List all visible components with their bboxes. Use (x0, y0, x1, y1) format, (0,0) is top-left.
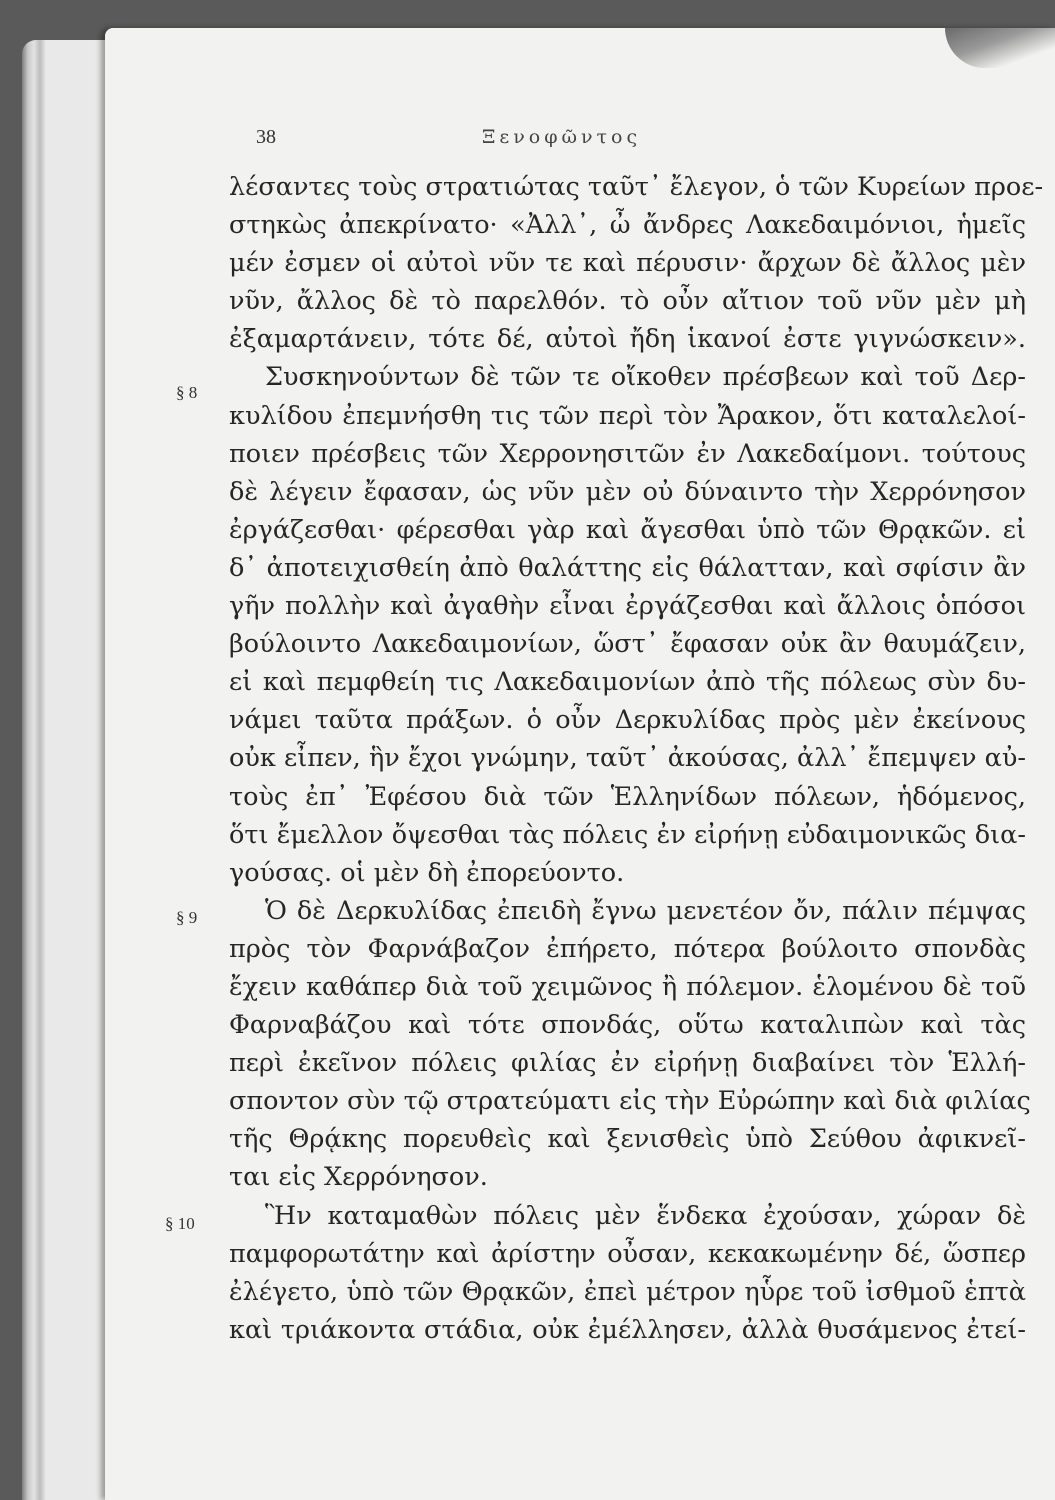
text-line: ποιεν πρέσβεις τῶν Χερρονησιτῶν ἐν Λακεδαίμονι. τούτους (229, 438, 1026, 469)
text-line: Φαρναβάζου καὶ τότε σπονδάς, οὕτω καταλιπὼν καὶ τὰς (229, 1010, 1026, 1041)
page-number: 38 (256, 126, 276, 148)
running-head (0, 126, 1055, 156)
text-line: δὲ λέγειν ἔφασαν, ὡς νῦν μὲν οὐ δύναιντο τὴν Χερρόνησον (229, 476, 1026, 507)
text-line: λέσαντες τοὺς στρατιώτας ταῦτ᾽ ἔλεγον, ὁ τῶν Κυρείων προε- (229, 172, 1044, 202)
text-line: Ὁ δὲ Δερκυλίδας ἐπειδὴ ἔγνω μενετέον ὄν, πάλιν πέμψας (265, 895, 1026, 926)
text-line: ἐργάζεσθαι· φέρεσθαι γὰρ καὶ ἄγεσθαι ὑπὸ τῶν Θρᾳκῶν. εἰ (229, 514, 1026, 545)
text-line: οὐκ εἶπεν, ἣν ἔχοι γνώμην, ταῦτ᾽ ἀκούσας, ἀλλ᾽ ἔπεμψεν αὐ- (229, 743, 1026, 774)
text-line: ἔχειν καθάπερ διὰ τοῦ χειμῶνος ἢ πόλεμον. ἑλομένου δὲ τοῦ (229, 971, 1026, 1002)
text-line: καὶ τριάκοντα στάδια, οὐκ ἐμέλλησεν, ἀλλὰ θυσάμενος ἐτεί- (229, 1314, 1026, 1345)
text-line: ἐξαμαρτάνειν, τότε δέ, αὐτοὶ ἤδη ἱκανοί ἐστε γιγνώσκειν». (229, 324, 1026, 355)
text-line: Συσκηνούντων δὲ τῶν τε οἴκοθεν πρέσβεων καὶ τοῦ Δερ- (265, 362, 1026, 393)
text-line: μέν ἐσμεν οἱ αὐτοὶ νῦν τε καὶ πέρυσιν· ἄρχων δὲ ἄλλος μὲν (229, 248, 1026, 279)
text-line: τῆς Θρᾴκης πορευθεὶς καὶ ξενισθεὶς ὑπὸ Σεύθου ἀφικνεῖ- (229, 1124, 1026, 1155)
text-line: σποντον σὺν τῷ στρατεύματι εἰς τὴν Εὐρώπην καὶ διὰ φιλίας (229, 1086, 1031, 1117)
text-line: τοὺς ἐπ᾽ Ἐφέσου διὰ τῶν Ἑλληνίδων πόλεων, ἡδόμενος, (229, 781, 1026, 812)
running-title: Ξενοφῶντος (482, 126, 642, 148)
text-line: περὶ ἐκεῖνον πόλεις φιλίας ἐν εἰρήνῃ διαβαίνει τὸν Ἑλλή- (229, 1048, 1026, 1079)
text-line: νῦν, ἄλλος δὲ τὸ παρελθόν. τὸ οὖν αἴτιον τοῦ νῦν μὲν μὴ (229, 286, 1026, 317)
text-line: ὅτι ἔμελλον ὄψεσθαι τὰς πόλεις ἐν εἰρήνῃ εὐδαιμονικῶς δια- (229, 819, 1026, 850)
text-line: ται εἰς Χερρόνησον. (229, 1162, 488, 1193)
text-line: στηκὼς ἀπεκρίνατο· «Ἀλλ᾽, ὦ ἄνδρες Λακεδαιμόνιοι, ἡμεῖς (229, 210, 1026, 241)
section-mark-9: § 9 (176, 908, 198, 927)
body-text (229, 168, 1044, 1349)
text-line: νάμει ταῦτα πράξων. ὁ οὖν Δερκυλίδας πρὸς μὲν ἐκείνους (229, 705, 1026, 736)
text-line: βούλοιντο Λακεδαιμονίων, ὥστ᾽ ἔφασαν οὐκ ἂν θαυμάζειν, (229, 629, 1026, 660)
text-line: κυλίδου ἐπεμνήσθη τις τῶν περὶ τὸν Ἄρακον, ὅτι καταλελοί- (229, 400, 1026, 431)
section-mark-10: § 10 (165, 1214, 195, 1233)
section-mark-8: § 8 (176, 383, 198, 402)
text-line: γῆν πολλὴν καὶ ἀγαθὴν εἶναι ἐργάζεσθαι καὶ ἄλλοις ὁπόσοι (229, 591, 1026, 622)
text-line: ἐλέγετο, ὑπὸ τῶν Θρᾳκῶν, ἐπεὶ μέτρον ηὗρε τοῦ ἰσθμοῦ ἑπτὰ (229, 1276, 1026, 1307)
text-line: εἰ καὶ πεμφθείη τις Λακεδαιμονίων ἀπὸ τῆς πόλεως σὺν δυ- (229, 667, 1026, 698)
text-line: γούσας. οἱ μὲν δὴ ἐπορεύοντο. (229, 857, 625, 888)
text-line: δ᾽ ἀποτειχισθείη ἀπὸ θαλάττης εἰς θάλατταν, καὶ σφίσιν ἂν (229, 552, 1026, 583)
text-line: Ἣν καταμαθὼν πόλεις μὲν ἕνδεκα ἐχούσαν, χώραν δὲ (265, 1200, 1026, 1231)
text-line: παμφορωτάτην καὶ ἀρίστην οὖσαν, κεκακωμένην δέ, ὥσπερ (229, 1238, 1026, 1269)
text-line: πρὸς τὸν Φαρνάβαζον ἐπήρετο, πότερα βούλοιτο σπονδὰς (229, 933, 1026, 964)
page-corner-curl (945, 28, 1055, 68)
